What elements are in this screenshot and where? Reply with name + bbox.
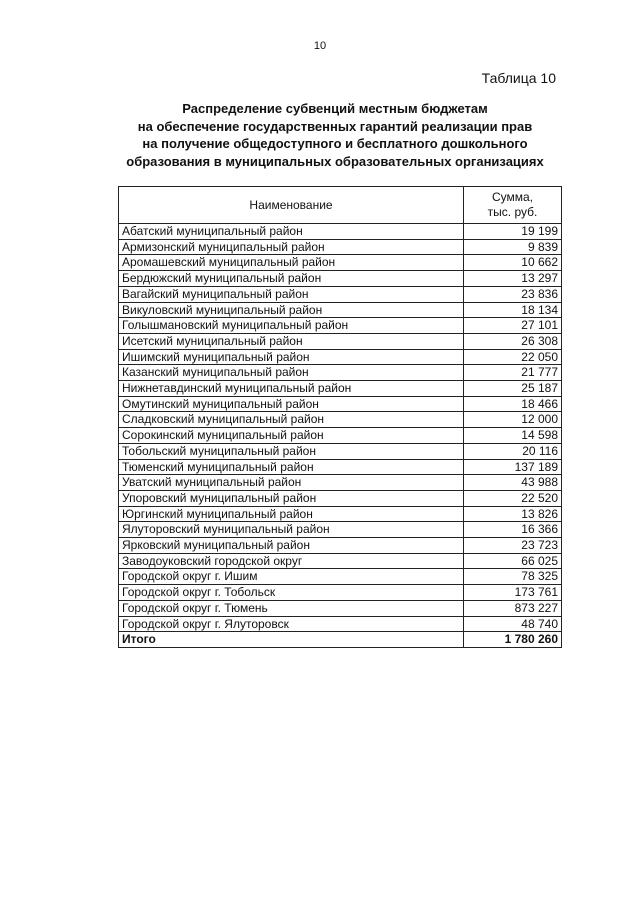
table-row — [119, 616, 562, 632]
row-sum: 16 366 — [464, 522, 562, 538]
row-name: Омутинский муниципальный район — [119, 396, 464, 412]
table-row — [119, 349, 562, 365]
row-sum: 23 723 — [464, 538, 562, 554]
row-sum: 66 025 — [464, 553, 562, 569]
title-line: Распределение субвенций местным бюджетам — [182, 101, 488, 116]
row-sum: 25 187 — [464, 381, 562, 397]
row-sum: 78 325 — [464, 569, 562, 585]
page-number: 10 — [313, 40, 327, 52]
row-name: Юргинский муниципальный район — [119, 506, 464, 522]
table-row — [119, 381, 562, 397]
title-line: на обеспечение государственных гарантий реализации прав — [137, 118, 533, 134]
table-row — [119, 255, 562, 271]
row-name: Вагайский муниципальный район — [119, 286, 464, 302]
row-name: Бердюжский муниципальный район — [119, 271, 464, 287]
row-name: Нижнетавдинский муниципальный район — [119, 381, 464, 397]
row-name: Сладковский муниципальный район — [119, 412, 464, 428]
row-sum: 48 740 — [464, 616, 562, 632]
total-label: Итого — [119, 632, 464, 648]
table-row — [119, 459, 562, 475]
row-sum: 137 189 — [464, 459, 562, 475]
total-sum: 1 780 260 — [464, 632, 562, 648]
table-row — [119, 396, 562, 412]
row-name: Ишимский муниципальный район — [119, 349, 464, 365]
title-line: образования в муниципальных образовательных организациях — [126, 153, 544, 169]
row-name: Тобольский муниципальный район — [119, 443, 464, 459]
header-name: Наименование — [119, 187, 464, 224]
table-row — [119, 412, 562, 428]
table-row — [119, 506, 562, 522]
row-sum: 173 761 — [464, 585, 562, 601]
row-sum: 18 134 — [464, 302, 562, 318]
table-row — [119, 224, 562, 240]
header-sum — [464, 187, 562, 224]
table-row — [119, 271, 562, 287]
document-title — [110, 100, 560, 170]
table-row — [119, 600, 562, 616]
row-sum: 9 839 — [464, 239, 562, 255]
row-name: Заводоуковский городской округ — [119, 553, 464, 569]
row-name: Ярковский муниципальный район — [119, 538, 464, 554]
row-name: Армизонский муниципальный район — [119, 239, 464, 255]
row-name: Упоровский муниципальный район — [119, 490, 464, 506]
row-sum: 27 101 — [464, 318, 562, 334]
table-row — [119, 443, 562, 459]
row-name: Абатский муниципальный район — [119, 224, 464, 240]
table-row — [119, 569, 562, 585]
row-sum: 13 826 — [464, 506, 562, 522]
table-row — [119, 553, 562, 569]
table-body — [119, 224, 562, 648]
total-row — [119, 632, 562, 648]
table-row — [119, 538, 562, 554]
row-name: Городской округ г. Тобольск — [119, 585, 464, 601]
row-name: Казанский муниципальный район — [119, 365, 464, 381]
row-sum: 22 050 — [464, 349, 562, 365]
row-sum: 13 297 — [464, 271, 562, 287]
table-header-row — [119, 187, 562, 224]
row-name: Ялуторовский муниципальный район — [119, 522, 464, 538]
row-name: Викуловский муниципальный район — [119, 302, 464, 318]
table-row — [119, 318, 562, 334]
table-row — [119, 428, 562, 444]
table-row — [119, 302, 562, 318]
row-sum: 26 308 — [464, 333, 562, 349]
row-sum: 873 227 — [464, 600, 562, 616]
table-row — [119, 522, 562, 538]
title-line: на получение общедоступного и бесплатного дошкольного — [142, 136, 528, 151]
row-name: Аромашевский муниципальный район — [119, 255, 464, 271]
row-sum: 18 466 — [464, 396, 562, 412]
row-name: Исетский муниципальный район — [119, 333, 464, 349]
row-name: Городской округ г. Ялуторовск — [119, 616, 464, 632]
header-sum-line2: тыс. руб. — [487, 205, 538, 219]
subvention-table — [118, 186, 562, 648]
row-name: Городской округ г. Тюмень — [119, 600, 464, 616]
row-name: Сорокинский муниципальный район — [119, 428, 464, 444]
table-row — [119, 333, 562, 349]
table-label: Таблица 10 — [481, 70, 556, 86]
row-sum: 22 520 — [464, 490, 562, 506]
table-row — [119, 490, 562, 506]
table-row — [119, 585, 562, 601]
row-name: Голышмановский муниципальный район — [119, 318, 464, 334]
row-name: Уватский муниципальный район — [119, 475, 464, 491]
row-sum: 12 000 — [464, 412, 562, 428]
row-sum: 14 598 — [464, 428, 562, 444]
header-sum-line1: Сумма, — [491, 190, 534, 204]
row-sum: 10 662 — [464, 255, 562, 271]
row-sum: 20 116 — [464, 443, 562, 459]
row-name: Городской округ г. Ишим — [119, 569, 464, 585]
row-sum: 23 836 — [464, 286, 562, 302]
table-row — [119, 239, 562, 255]
table-row — [119, 365, 562, 381]
row-sum: 21 777 — [464, 365, 562, 381]
row-sum: 19 199 — [464, 224, 562, 240]
table-row — [119, 475, 562, 491]
row-name: Тюменский муниципальный район — [119, 459, 464, 475]
row-sum: 43 988 — [464, 475, 562, 491]
table-row — [119, 286, 562, 302]
